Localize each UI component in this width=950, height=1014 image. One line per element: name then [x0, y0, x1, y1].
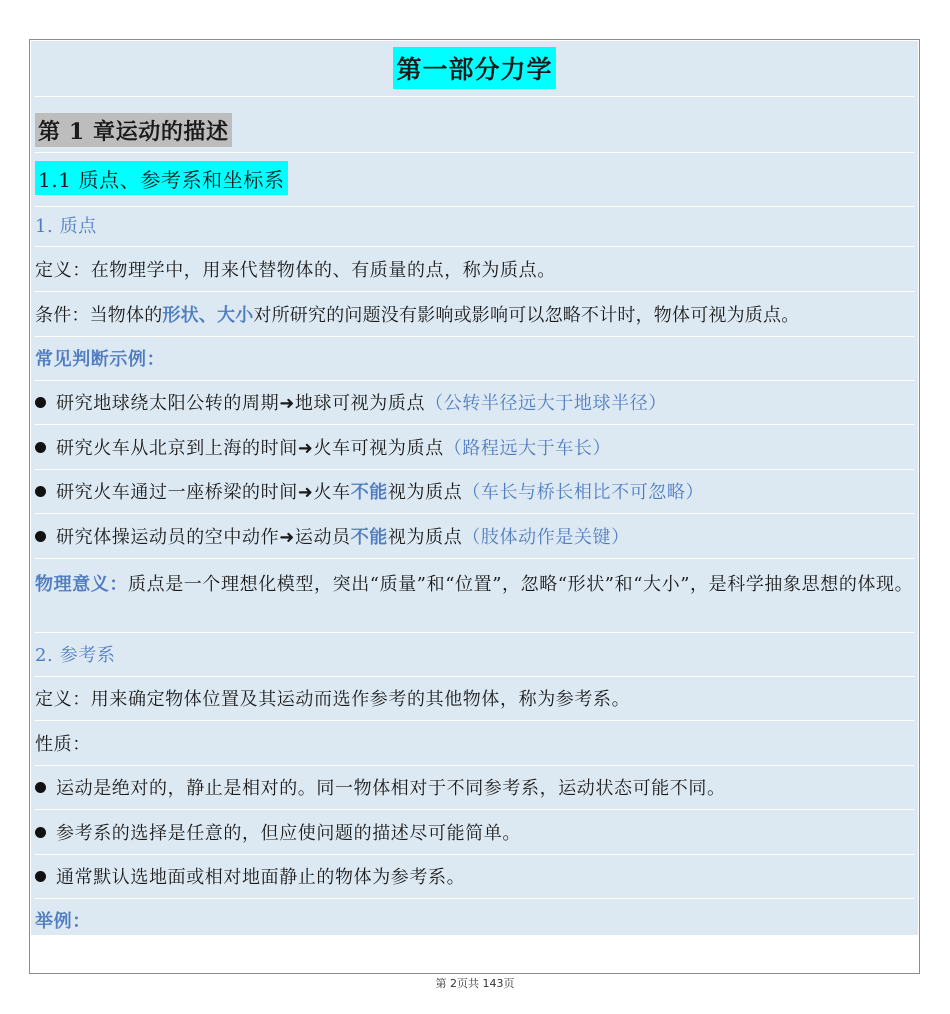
- example-item: [35, 523, 914, 559]
- properties-label-row: [35, 730, 914, 766]
- bullet-icon: [35, 871, 46, 882]
- example-emphasis: 不能: [350, 482, 388, 503]
- property-text: 运动是绝对的，静止是相对的。同一物体相对于不同参考系，运动状态可能不同。: [56, 778, 726, 799]
- definition-2-row: [35, 685, 914, 721]
- property-item: [35, 774, 914, 810]
- definition-1-row: [35, 256, 914, 292]
- example-item: [35, 478, 914, 514]
- property-item: [35, 863, 914, 899]
- judge-heading-row: [35, 345, 914, 381]
- example-label: 举例：: [35, 911, 91, 932]
- bullet-icon: [35, 442, 46, 453]
- condition-suffix: 对所研究的问题没有影响或影响可以忽略不计时，物体可视为质点。: [253, 305, 800, 326]
- bullet-icon: [35, 486, 46, 497]
- part-title: 第一部分力学: [393, 47, 555, 89]
- subsection-2-heading: 2. 参考系: [35, 645, 116, 666]
- meaning-paragraph: [35, 567, 914, 633]
- section-heading: 1.1 质点、参考系和坐标系: [35, 161, 288, 195]
- property-text: 参考系的选择是任意的，但应使问题的描述尽可能简单。: [56, 823, 521, 844]
- example-main: 研究体操运动员的空中动作➜运动员: [56, 527, 351, 548]
- chapter-row: [35, 113, 914, 153]
- content-area: [31, 41, 918, 935]
- example-main: 研究地球绕太阳公转的周期➜地球可视为质点: [56, 393, 426, 414]
- condition-highlight: 形状、大小: [162, 305, 254, 326]
- example-main: 研究火车从北京到上海的时间➜火车可视为质点: [56, 438, 444, 459]
- page-footer: 第 2页共 143页: [435, 977, 515, 990]
- example-note: （车长与桥长相比不可忽略）: [462, 482, 705, 503]
- bullet-icon: [35, 782, 46, 793]
- example-post: 视为质点: [387, 482, 463, 503]
- subsection-1-row: [35, 213, 914, 247]
- property-text: 通常默认选地面或相对地面静止的物体为参考系。: [56, 867, 466, 888]
- example-item: [35, 434, 914, 470]
- subsection-2-row: [35, 641, 914, 677]
- definition-2: 定义：用来确定物体位置及其运动而选作参考的其他物体，称为参考系。: [35, 689, 631, 710]
- example-emphasis: 不能: [350, 527, 388, 548]
- chapter-heading: 第 1 章运动的描述: [35, 113, 232, 147]
- example-item: [35, 389, 914, 425]
- page-frame: [29, 39, 920, 974]
- meaning-text: 质点是一个理想化模型，突出“质量”和“位置”，忽略“形状”和“大小”，是科学抽象思想的体现。: [128, 574, 914, 595]
- example-note: （肢体动作是关键）: [462, 527, 630, 548]
- bullet-icon: [35, 397, 46, 408]
- example-label-row: [35, 907, 914, 935]
- condition-row: [35, 301, 914, 337]
- definition-1: 定义：在物理学中，用来代替物体的、有质量的点，称为质点。: [35, 260, 556, 281]
- example-note: （公转半径远大于地球半径）: [425, 393, 667, 414]
- example-post: 视为质点: [387, 527, 463, 548]
- subsection-1-heading: 1. 质点: [35, 216, 97, 237]
- judge-heading: 常见判断示例：: [35, 349, 166, 370]
- section-row: [35, 161, 914, 207]
- bullet-icon: [35, 827, 46, 838]
- example-main: 研究火车通过一座桥梁的时间➜火车: [56, 482, 351, 503]
- example-note: （路程远大于车长）: [443, 438, 612, 459]
- meaning-label: 物理意义：: [35, 574, 128, 595]
- properties-label: 性质：: [35, 734, 91, 755]
- bullet-icon: [35, 531, 46, 542]
- property-item: [35, 819, 914, 855]
- part-title-row: [35, 47, 914, 97]
- condition-prefix: 条件：当物体的: [35, 305, 163, 326]
